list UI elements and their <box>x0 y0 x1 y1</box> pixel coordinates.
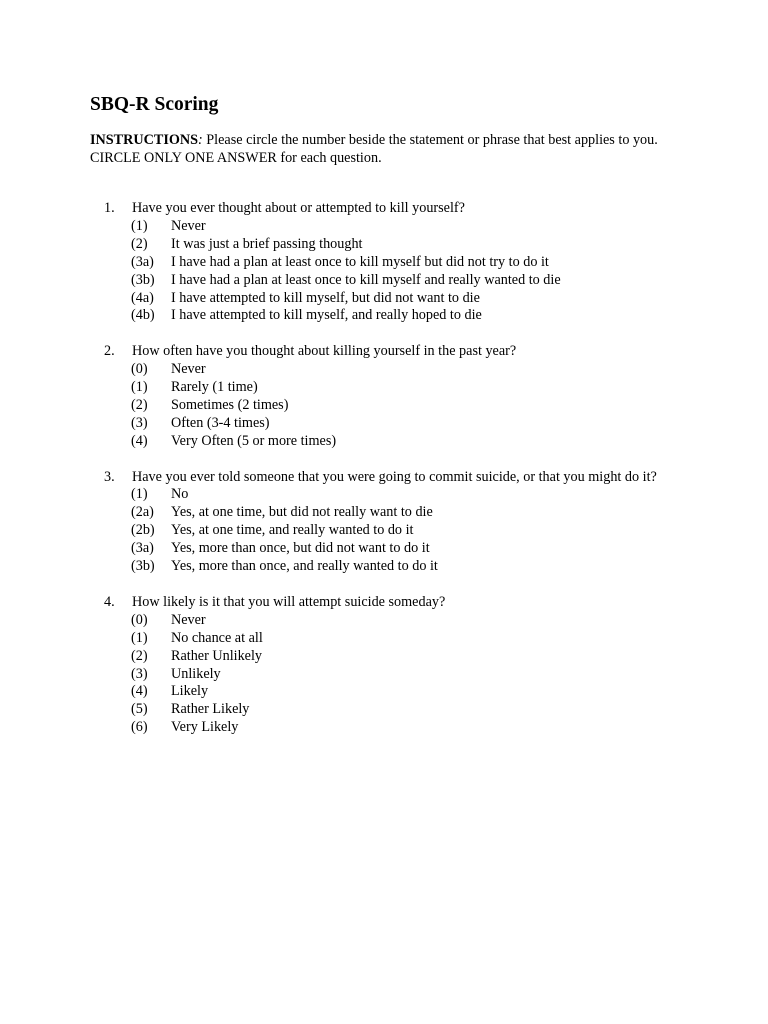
option-text: Yes, at one time, but did not really want to die <box>171 504 433 521</box>
option-code: (4a) <box>131 289 154 306</box>
option-item <box>131 254 690 272</box>
option-code: (1) <box>131 486 148 503</box>
option-code: (4b) <box>131 307 155 324</box>
option-text: Never <box>171 361 206 378</box>
option-code: (3a) <box>131 253 154 270</box>
question-text: Have you ever told someone that you were going to commit suicide, or that you might do it? <box>132 468 657 485</box>
option-list <box>90 486 690 576</box>
question-2 <box>90 343 690 450</box>
question-text: How likely is it that you will attempt suicide someday? <box>132 593 446 610</box>
option-code: (4) <box>131 683 148 700</box>
instructions-label: INSTRUCTIONS <box>90 132 199 148</box>
option-text: I have had a plan at least once to kill myself but did not try to do it <box>171 253 549 270</box>
option-list <box>90 361 690 451</box>
option-item <box>131 612 690 630</box>
option-item <box>131 397 690 415</box>
option-item <box>131 379 690 397</box>
option-code: (0) <box>131 611 148 628</box>
option-code: (0) <box>131 361 148 378</box>
option-item <box>131 630 690 648</box>
option-text: No <box>171 486 189 503</box>
option-item <box>131 272 690 290</box>
option-text: Very Often (5 or more times) <box>171 432 337 449</box>
option-item <box>131 522 690 540</box>
option-text: Unlikely <box>171 665 221 682</box>
option-item <box>131 683 690 701</box>
option-text: Never <box>171 217 206 234</box>
instructions-colon: : <box>198 132 203 148</box>
option-text: Yes, more than once, but did not want to do it <box>171 540 430 557</box>
option-item <box>131 540 690 558</box>
option-code: (1) <box>131 629 148 646</box>
option-code: (2) <box>131 396 148 413</box>
option-item <box>131 486 690 504</box>
option-code: (5) <box>131 701 148 718</box>
option-text: I have attempted to kill myself, but did not want to die <box>171 289 480 306</box>
option-code: (2b) <box>131 522 155 539</box>
question-number: 2. <box>104 343 115 360</box>
question-number: 4. <box>104 593 115 610</box>
option-code: (2a) <box>131 504 154 521</box>
option-item <box>131 307 690 325</box>
option-item <box>131 558 690 576</box>
option-item <box>131 433 690 451</box>
option-code: (3b) <box>131 271 155 288</box>
option-text: Very Likely <box>171 719 239 736</box>
question-list <box>90 200 690 755</box>
instructions <box>90 132 690 167</box>
option-text: I have attempted to kill myself, and really hoped to die <box>171 307 482 324</box>
page-title: SBQ-R Scoring <box>90 94 219 115</box>
question-number: 3. <box>104 468 115 485</box>
option-code: (2) <box>131 235 148 252</box>
option-text: Yes, at one time, and really wanted to do it <box>171 522 414 539</box>
option-text: Yes, more than once, and really wanted to do it <box>171 558 438 575</box>
option-item <box>131 415 690 433</box>
option-item <box>131 290 690 308</box>
option-text: Sometimes (2 times) <box>171 396 289 413</box>
option-item <box>131 504 690 522</box>
option-text: It was just a brief passing thought <box>171 235 363 252</box>
option-code: (3b) <box>131 558 155 575</box>
question-1 <box>90 200 690 325</box>
option-text: Rather Unlikely <box>171 647 263 664</box>
option-text: Often (3-4 times) <box>171 414 270 431</box>
option-code: (4) <box>131 432 148 449</box>
option-text: I have had a plan at least once to kill myself and really wanted to die <box>171 271 561 288</box>
question-number: 1. <box>104 200 115 216</box>
question-4 <box>90 594 690 737</box>
instructions-text: Please circle the number beside the statement or phrase that best applies to you. CIRCLE ONLY ONE ANSWER for each question. <box>90 132 658 166</box>
option-item <box>131 719 690 737</box>
option-list <box>90 612 690 737</box>
option-item <box>131 361 690 379</box>
option-item <box>131 236 690 254</box>
option-code: (2) <box>131 647 148 664</box>
option-text: Rarely (1 time) <box>171 379 258 396</box>
option-item <box>131 648 690 666</box>
option-code: (3a) <box>131 540 154 557</box>
option-list <box>90 218 690 325</box>
option-text: No chance at all <box>171 629 263 646</box>
question-text: How often have you thought about killing yourself in the past year? <box>132 343 517 360</box>
option-text: Likely <box>171 683 209 700</box>
option-code: (1) <box>131 217 148 234</box>
option-text: Rather Likely <box>171 701 250 718</box>
option-text: Never <box>171 611 206 628</box>
option-item <box>131 666 690 684</box>
question-text: Have you ever thought about or attempted to kill yourself? <box>132 200 465 216</box>
option-item <box>131 218 690 236</box>
option-code: (6) <box>131 719 148 736</box>
option-item <box>131 701 690 719</box>
option-code: (3) <box>131 665 148 682</box>
option-code: (1) <box>131 379 148 396</box>
question-3 <box>90 469 690 576</box>
option-code: (3) <box>131 414 148 431</box>
